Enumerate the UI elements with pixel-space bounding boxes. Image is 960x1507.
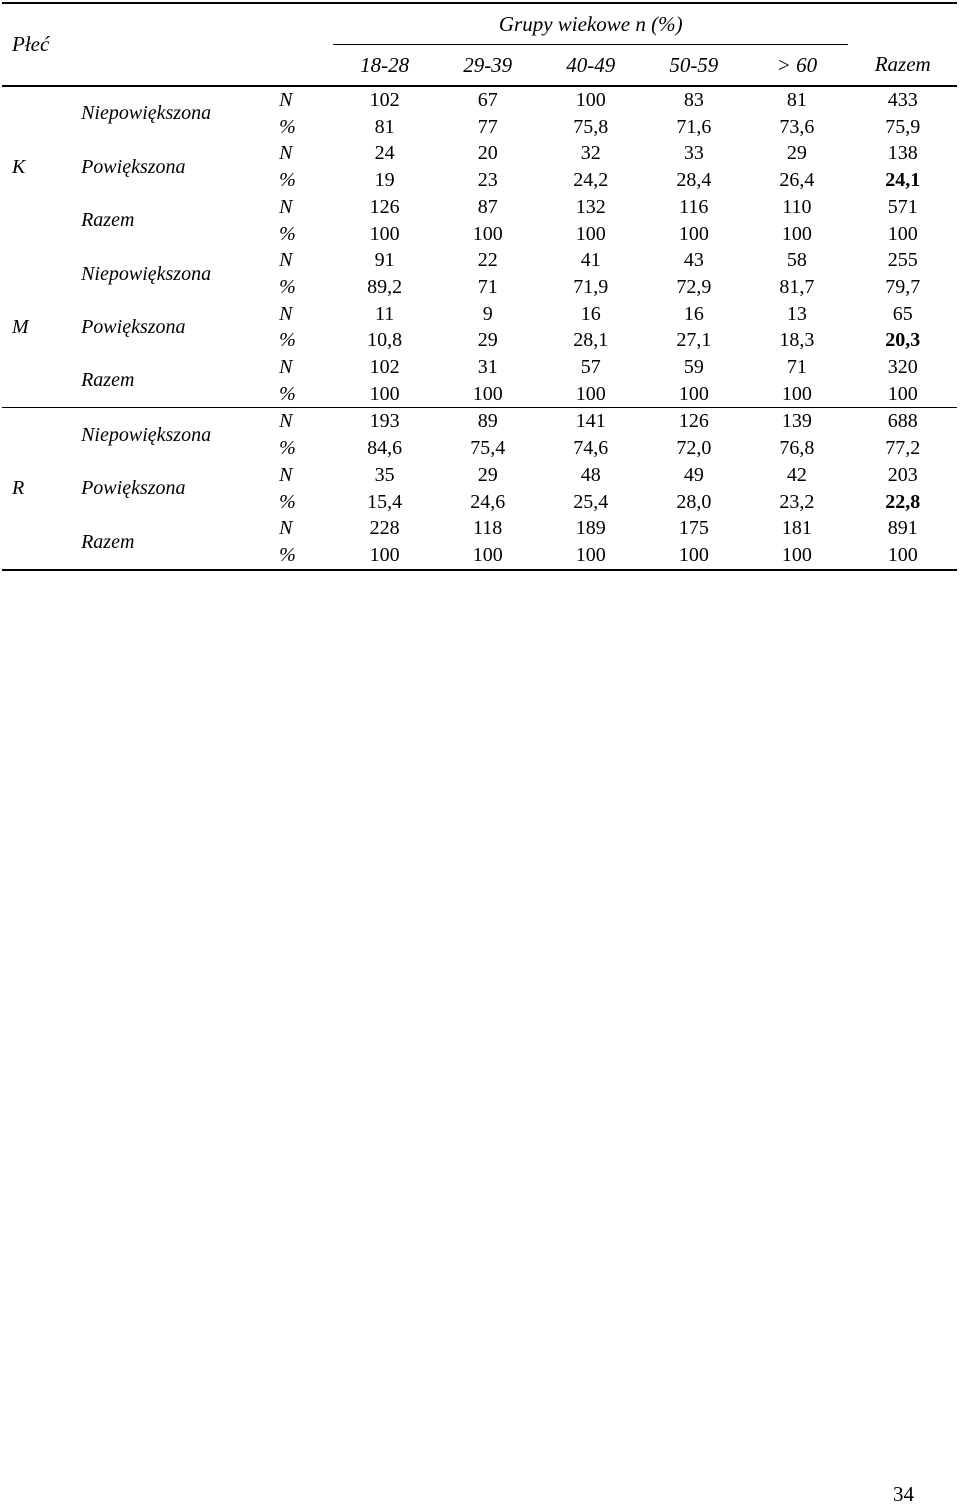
percent-marker: % [279,329,296,352]
percent-cell: 100 [333,542,436,570]
count-cell: 16 [683,302,704,325]
percent-cell: 15,4 [367,490,403,513]
percent-cell: 29 [477,329,498,352]
total-count-cell: 255 [887,249,918,272]
percent-cell: 71 [477,275,498,298]
table-row [2,247,957,274]
count-cell: 29 [786,142,807,165]
table-row [2,301,957,328]
percent-cell: 23 [477,169,498,192]
percent-marker: % [279,275,296,298]
percent-cell: 75,4 [470,437,506,460]
count-cell: 139 [745,408,848,435]
category-column-header [81,3,279,86]
table-row [2,86,957,114]
percent-cell: 89,2 [367,275,403,298]
count-cell: 100 [539,86,642,114]
count-cell: 22 [477,249,498,272]
table-container [2,2,957,571]
count-cell: 20 [477,142,498,165]
percent-marker: % [279,437,296,460]
category-label: Niepowiększona [81,262,212,285]
total-percent-cell: 100 [887,222,918,245]
count-cell: 59 [683,356,704,379]
percent-cell: 81 [374,115,395,138]
count-cell: 89 [436,408,539,435]
total-percent-cell: 100 [887,382,918,405]
percent-cell: 100 [575,382,606,405]
age-group-header: > 60 [776,52,818,77]
count-cell: 71 [786,356,807,379]
percent-cell: 84,6 [367,437,403,460]
total-percent-cell: 75,9 [885,115,921,138]
age-group-header: 50-59 [669,52,719,77]
count-cell: 102 [333,86,436,114]
total-count-cell: 433 [848,86,957,114]
percent-cell: 100 [472,222,503,245]
percent-cell: 24,6 [470,490,506,513]
count-cell: 16 [580,302,601,325]
percent-cell: 100 [436,542,539,570]
count-cell: 126 [369,195,400,218]
sex-label: K [2,86,81,247]
percent-cell: 19 [374,169,395,192]
count-cell: 43 [683,249,704,272]
count-cell: 11 [374,302,395,325]
percent-cell: 71,9 [573,275,609,298]
count-cell: 87 [477,195,498,218]
marker-column-header [279,3,333,86]
total-percent-cell: 22,8 [885,490,921,513]
count-marker: N [279,195,293,218]
category-label: Razem [81,515,279,569]
count-cell: 57 [580,356,601,379]
percent-cell: 100 [472,382,503,405]
percent-cell: 25,4 [573,490,609,513]
count-cell: 175 [678,517,709,540]
count-cell: 110 [782,195,812,218]
percent-cell: 100 [781,382,812,405]
count-cell: 41 [580,249,601,272]
sex-label: R [2,408,81,570]
percent-cell: 100 [642,542,745,570]
count-marker: N [279,356,293,379]
percent-marker: % [279,115,296,138]
table-row [2,515,957,542]
total-header-spacer [848,3,957,45]
total-column-header: Razem [874,52,931,77]
percent-cell: 24,2 [573,169,609,192]
category-label: Razem [81,369,135,392]
count-cell: 193 [333,408,436,435]
count-cell: 9 [482,302,493,325]
age-group-header: 40-49 [566,52,616,77]
count-marker: N [279,142,293,165]
age-groups-title: Grupy wiekowe n (%) [333,3,848,45]
percent-cell: 77 [477,115,498,138]
percent-cell: 23,2 [779,490,815,513]
count-cell: 49 [683,463,704,486]
percent-cell: 100 [539,542,642,570]
total-count-cell: 65 [892,302,913,325]
count-cell: 126 [642,408,745,435]
count-cell: 35 [374,463,395,486]
percent-marker: % [279,169,296,192]
percent-cell: 100 [745,542,848,570]
count-cell: 116 [679,195,709,218]
percent-cell: 75,8 [573,115,609,138]
count-cell: 189 [575,517,606,540]
table-row [2,140,957,167]
count-cell: 228 [369,517,400,540]
count-cell: 81 [745,86,848,114]
percent-cell: 18,3 [779,329,815,352]
total-count-cell: 571 [887,195,918,218]
total-count-cell: 891 [887,517,918,540]
percent-cell: 100 [369,222,400,245]
percent-marker: % [279,490,296,513]
percent-cell: 100 [575,222,606,245]
count-cell: 83 [642,86,745,114]
category-label: Powiększona [81,477,186,500]
percent-cell: 72,0 [676,437,712,460]
count-cell: 42 [786,463,807,486]
percent-cell: 26,4 [779,169,815,192]
age-group-header: 29-39 [463,52,513,77]
category-label: Powiększona [81,315,186,338]
header-row-1 [2,3,957,45]
total-percent-cell: 20,3 [885,329,921,352]
count-cell: 67 [436,86,539,114]
category-label: Niepowiększona [81,408,279,462]
percent-cell: 71,6 [676,115,712,138]
percent-cell: 81,7 [779,275,815,298]
total-count-cell: 138 [887,142,918,165]
percent-cell: 100 [369,382,400,405]
count-marker: N [279,86,333,114]
table-row [2,462,957,489]
count-cell: 32 [580,142,601,165]
percent-marker: % [279,382,296,405]
total-percent-cell: 24,1 [885,169,921,192]
sex-column-header: Płeć [2,3,81,86]
total-percent-cell: 77,2 [885,437,921,460]
percent-cell: 72,9 [676,275,712,298]
sex-label: M [12,315,29,338]
age-group-header: 18-28 [360,52,410,77]
count-cell: 102 [369,356,400,379]
category-label: Niepowiększona [81,86,279,140]
percent-cell: 76,8 [779,437,815,460]
count-cell: 13 [786,302,807,325]
total-count-cell: 320 [887,356,918,379]
category-label: Razem [81,209,135,232]
table-row [2,408,957,435]
percent-cell: 28,4 [676,169,712,192]
percent-marker: % [279,542,333,570]
count-cell: 181 [781,517,812,540]
count-cell: 141 [539,408,642,435]
count-marker: N [279,249,293,272]
count-cell: 33 [683,142,704,165]
percent-cell: 27,1 [676,329,712,352]
percent-cell: 100 [678,222,709,245]
count-cell: 132 [575,195,606,218]
count-cell: 91 [374,249,395,272]
count-marker: N [279,517,293,540]
percent-cell: 10,8 [367,329,403,352]
count-marker: N [279,463,293,486]
percent-cell: 100 [678,382,709,405]
total-percent-cell: 79,7 [885,275,921,298]
count-cell: 58 [786,249,807,272]
table-row [2,354,957,381]
count-cell: 31 [477,356,498,379]
percent-cell: 73,6 [779,115,815,138]
table-row [2,194,957,221]
page-number: 34 [893,1482,914,1506]
percent-cell: 100 [781,222,812,245]
percent-marker: % [279,222,296,245]
count-marker: N [279,302,293,325]
percent-cell: 28,0 [676,490,712,513]
count-cell: 29 [477,463,498,486]
category-label: Powiększona [81,155,186,178]
total-count-cell: 203 [887,463,918,486]
count-cell: 48 [580,463,601,486]
count-cell: 24 [374,142,395,165]
total-percent-cell: 100 [848,542,957,570]
percent-cell: 28,1 [573,329,609,352]
count-marker: N [279,408,333,435]
count-cell: 118 [473,517,503,540]
data-table [2,2,957,571]
table-body [2,86,957,570]
total-count-cell: 688 [848,408,957,435]
percent-cell: 74,6 [573,437,609,460]
